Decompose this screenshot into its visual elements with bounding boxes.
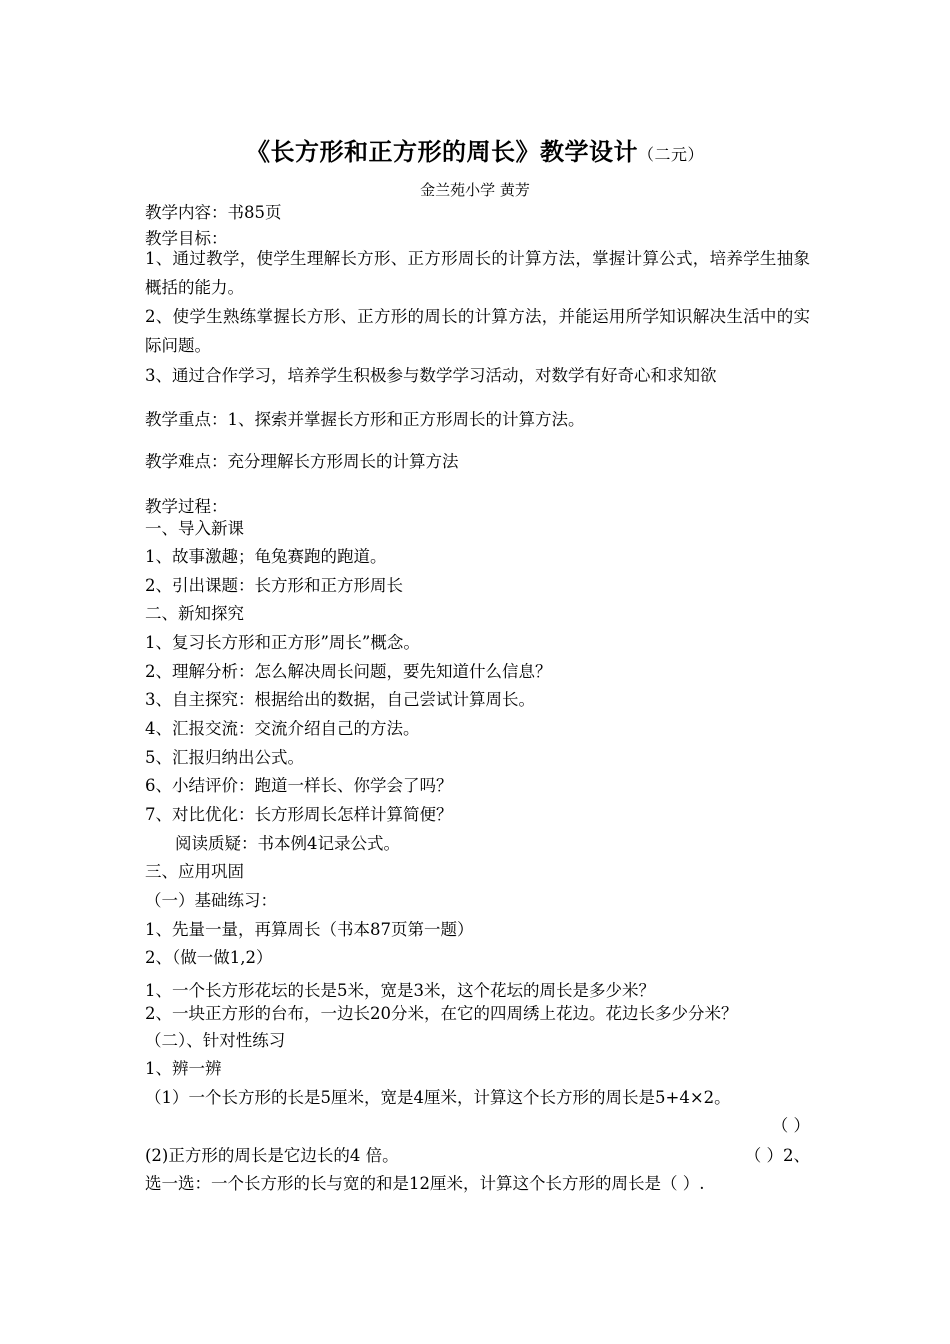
section-1-heading: 一、导入新课 — [145, 519, 244, 538]
section-1-item-1: 1、故事激趣；龟兔赛跑的跑道。 — [145, 547, 387, 566]
title-main: 《长方形和正方形的周长》教学设计 — [245, 137, 638, 166]
targeted-practice-heading: （二）、针对性练习 — [145, 1031, 286, 1050]
section-2-item-7: 7、对比优化：长方形周长怎样计算简便？ — [145, 805, 453, 824]
goal-3: 3、通过合作学习，培养学生积极参与数学学习活动，对数学有好奇心和求知欲 — [145, 366, 717, 385]
section-2-item-4: 4、汇报交流：交流介绍自己的方法。 — [145, 719, 420, 738]
title-suffix: （二元） — [637, 145, 704, 164]
section-2-item-2: 2、理解分析：怎么解决周长问题，要先知道什么信息？ — [145, 662, 552, 681]
section-2-item-1: 1、复习长方形和正方形”周长”概念。 — [145, 633, 420, 652]
practice-question-2: 2、一块正方形的台布，一边长20分米，在它的四周绣上花边。花边长多少分米？ — [145, 1004, 738, 1023]
judge-item-1: （1）一个长方形的长是5厘米，宽是4厘米，计算这个长方形的周长是5+4×2。 — [145, 1088, 731, 1107]
basic-practice-item-1: 1、先量一量，再算周长（书本87页第一题） — [145, 920, 474, 939]
process-heading: 教学过程： — [145, 497, 228, 516]
section-2-item-6: 6、小结评价：跑道一样长、你学会了吗？ — [145, 776, 453, 795]
section-2-heading: 二、新知探究 — [145, 604, 244, 623]
basic-practice-item-2: 2、（做一做1,2） — [145, 948, 273, 967]
judge-item-1-answer-paren: （ ） — [771, 1116, 810, 1135]
basic-practice-heading: （一）基础练习： — [145, 891, 277, 910]
goal-1: 1、通过教学，使学生理解长方形、正方形周长的计算方法，掌握计算公式，培养学生抽象概括的能力。 — [145, 249, 810, 297]
goals-heading: 教学目标： — [145, 229, 228, 248]
section-2-item-3: 3、自主探究：根据给出的数据，自己尝试计算周长。 — [145, 690, 535, 709]
judge-item-2: (2)正方形的周长是它边长的4 倍。 — [145, 1146, 399, 1165]
document-title — [0, 132, 950, 167]
section-2-item-8: 阅读质疑：书本例4记录公式。 — [175, 834, 400, 853]
goal-2: 2、使学生熟练掌握长方形、正方形的周长的计算方法，并能运用所学知识解决生活中的实际问题。 — [145, 307, 810, 355]
judge-heading: 1、辨一辨 — [145, 1059, 222, 1078]
difficulty: 教学难点：充分理解长方形周长的计算方法 — [145, 452, 459, 471]
author-line: 金兰苑小学 黄芳 — [420, 181, 530, 199]
key-point: 教学重点：1、探索并掌握长方形和正方形周长的计算方法。 — [145, 410, 585, 429]
section-1-item-2: 2、引出课题：长方形和正方形周长 — [145, 576, 403, 595]
choose-question: 选一选：一个长方形的长与宽的和是12厘米，计算这个长方形的周长是（ ）. — [145, 1174, 705, 1193]
teaching-content: 教学内容：书85页 — [145, 203, 282, 222]
section-3-heading: 三、应用巩固 — [145, 862, 244, 881]
practice-question-1: 1、一个长方形花坛的长是5米，宽是3米，这个花坛的周长是多少米？ — [145, 981, 655, 1000]
judge-item-2-answer-paren: （ ）2、 — [744, 1146, 810, 1165]
section-2-item-5: 5、汇报归纳出公式。 — [145, 748, 304, 767]
